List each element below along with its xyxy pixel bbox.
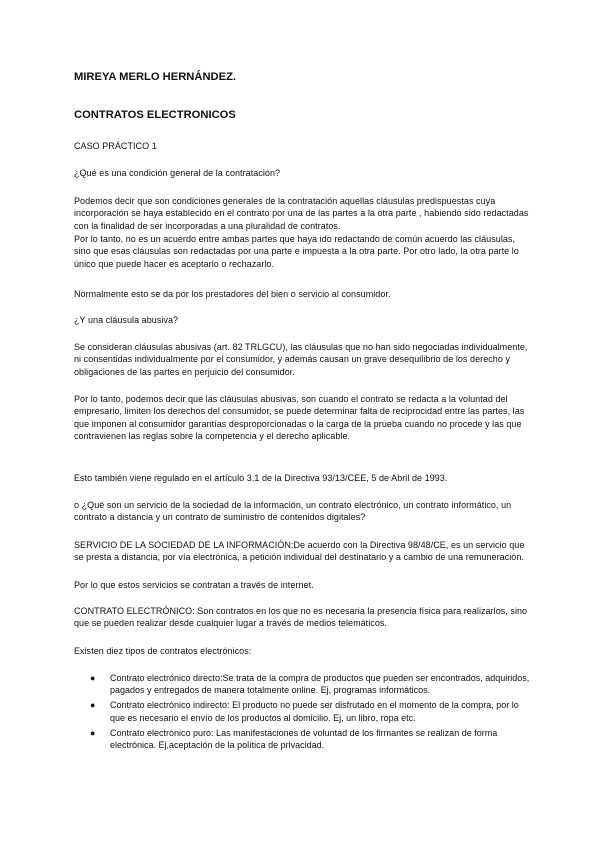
paragraph-definicion: Podemos decir que son condiciones generales de la contratación aquellas cláusulas predispuestas cuya incorporación se haya establecido en el contrato por una de las partes a la otra parte , habiendo sido redactadas con la finalidad de ser incorporadas a una pluralidad de contratos. [74, 196, 529, 231]
paragraph-por-lo-tanto: Por lo tanto, no es un acuerdo entre ambas partes que haya ido redactando de común acuerdo las cláusulas, sino que esas cláusulas son redactadas por una parte e impuesta a la otra parte. Por otro lado, la otra parte lo único que puede hacer es aceptarlo o rechazarlo. [74, 234, 519, 269]
paragraph-tipos: Existen diez tipos de contratos electrónicos: [74, 646, 252, 656]
paragraph-servicio-sociedad-informacion: SERVICIO DE LA SOCIEDAD DE LA INFORMACIÓN:De acuerdo con la Directiva 98/48/CE, es un servicio que se presta a distancia, por vía electrónica, a petición individual del destinatario y a cambio de una remuneración. [74, 540, 525, 563]
list-item-text: Contrato electrónico indirecto: El producto no puede ser disfrutado en el momento de la compra, por lo que es necesario el envío de los productos al domicilio. Ej, un libro, ropa etc. [110, 700, 519, 723]
list-item [74, 672, 534, 697]
question-condicion-general: ¿Qué es una condición general de la contratación? [74, 168, 281, 178]
paragraph-directiva: Esto también viene regulado en el artículo 3.1 de la Directiva 93/13/CEE, 5 de Abril de 1993. [74, 473, 448, 483]
list-item-text: Contrato electrónico puro: Las manifestaciones de voluntad de los firmantes se realizan de forma electrónica. Ej,aceptación de la política de privacidad. [110, 727, 498, 751]
paragraph-contrato-electronico: CONTRATO ELECTRÓNICO: Son contratos en los que no es necesaria la presencia física para realizarlos, sino que se pueden realizar desde cualquier lugar a través de medios telemáticos. [74, 606, 528, 629]
paragraph-prestadores: Normalmente esto se da por los prestadores del bien o servicio al consumidor. [74, 289, 391, 299]
question-servicios: o ¿Qué son un servicio de la sociedad de la información, un contrato electrónico, un contrato informático, un contrato a distancia y un contrato de suministro de contenidos digitales? [74, 500, 512, 523]
bullet-icon: ● [90, 727, 96, 738]
list-item [74, 699, 534, 724]
contract-types-list [74, 672, 534, 754]
paragraph-internet: Por lo que estos servicios se contratan a través de internet. [74, 580, 314, 590]
paragraph-voluntad-empresario: Por lo tanto, podemos decir que las cláusulas abusivas, son cuando el contrato se redacta a la voluntad del empresario, limiten los derechos del consumidor, se puede determinar falta de reciprocidad entre las partes, las que imponen al consumidor garantías desproporcionadas o la carga de la prueba cuando no procede y las que contravienen las reglas sobre la competencia y el derecho aplicable. [74, 394, 525, 442]
paragraph-clausulas-abusivas: Se consideran cláusulas abusivas (art. 82 TRLGCU), las cláusulas que no han sido negociadas individualmente, ni consentidas individualmente por el consumidor, y además causan un grave desequilibrio de los derecho y obligaciones de las partes en perjuicio del consumidor. [74, 342, 528, 377]
list-item-text: Contrato electrónico directo:Se trata de la compra de productos que pueden ser encontrados, adquiridos, pagados y entregados de manera totalmente online. Ej, programas informáticos. [110, 673, 530, 696]
question-clausula-abusiva: ¿Y una cláusula abusiva? [74, 315, 179, 325]
author-heading: MIREYA MERLO HERNÁNDEZ. [74, 71, 237, 83]
list-item [74, 727, 534, 752]
case-label: CASO PRÁCTICO 1 [74, 141, 157, 151]
bullet-icon: ● [90, 673, 96, 683]
document-title: CONTRATOS ELECTRONICOS [74, 109, 236, 121]
bullet-icon: ● [90, 700, 96, 711]
